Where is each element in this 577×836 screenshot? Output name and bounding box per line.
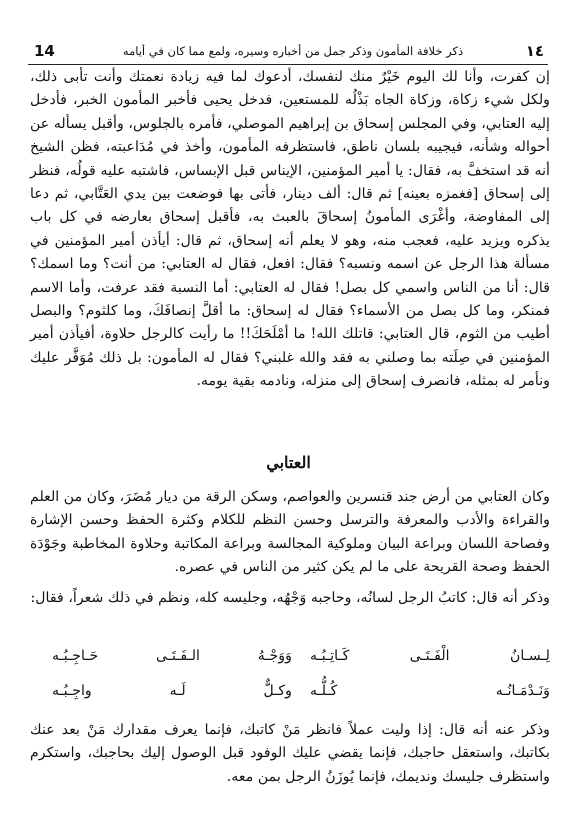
paragraph-story: إن كفرت، وأنا لك اليوم خَيْرٌ منك لنفسك، أدعوك لما فيه زيادة نعمتك وأنت تأبى ذلك، ولكل شيء زكاة، وزكاة الجاه بَذْلُه للمستعين، فدخل يحيى فأخبر المأمون الخبر، فأدخل إليه العتابي، وفي المجلس إسحاق بن إبراهيم الموصلي، فأمره بالجلوس، وأقبل يسأله عن أحواله وشأنه، فيجيبه بلسان ناطق، فاستظرفه المأمون، وأخذ في مُدَاعبته، فظن الشيخ أنه قد استخفَّ به، فقال: يا أمير المؤمنين، الإيناس قبل الإبساس، فاشتبه عليه قولُه، فنظر إلى إسحاق [فغمزه بعينه] ثم قال: ألف دينار، فأتى بها فوضعت بين يدي العَتَّابي، ثم دعا إلى المفاوضة، وأغْرَى المأمونُ إسحاقَ بالعبث به، فأقبل إسحاق بعارضه في كل باب يذكره ويزيد عليه، فعجب منه، وهو لا يعلم أنه إسحاق، ثم قال: أيأذن أمير المؤمنين في مسألة هذا الرجل عن اسمه ونسبه؟ فقال: افعل، فقال له العتابي: من أنت؟ وما اسمك؟ قال: أنا من الناس واسمي كل بصل! فقال له العتابي: أما النسبة فقد عرفت، وأما الاسم فمنكر، وما كل بصل من الأسماء؟ فقال له إسحاق: ما أقلَّ إنصافَكَ، وما كلثوم؟ والبصل أطيب من الثوم، قال العتابي: قاتلك الله! ما أمْلَحَكَ!! ما رأيت كالرجل حلاوة، أفيأذن أمير المؤمنين في صِلَته بما وصلني به فقد والله غلبني؟ فقال له المأمون: بل ذلك مُوَفَّر عليك ونأمر له بمثله، فانصرف إسحاق إلى منزله، ونادمه بقية يومه. [30,69,550,390]
paragraph-saying: وذكر أنه قال: كاتبُ الرجل لسانُه، وحاجبه وَجْهُه، وجليسه كله، ونظم في ذلك شعراً، فقال: [30,590,550,606]
poem-verse [30,683,550,709]
page-number-latin: 14 [34,42,55,60]
verse-first-hemistich: لِـسـانُ الْفَـتَـى كَـاتِـبُـه [310,648,550,664]
running-title: ذكر خلافة المأمون وذكر جمل من أخباره وسيره، ولمع مما كان في أيامه [122,44,464,58]
section-title: العتابي [266,453,311,472]
page-number-arabic: ١٤ [525,42,544,60]
paragraph-advice: وذكر عنه أنه قال: إذا وليت عملاً فانظر مَنْ كاتبك، فإنما يعرف مقدارك مَنْ بعد عنك بكاتبك، واستعقل حاجبك، فإنما يقضي عليك الوفود قبل الوصول إليك بحاجبك، واستكرم واستظرف جليسك ونديمك، فإنما يُوزَنُ الرجل بمن معه. [30,722,550,785]
page-header [28,42,548,65]
verse-second-hemistich: وَوَجْـهُ الـفَـتَـى حَـاجِـبُـه [52,648,292,664]
poem-verse [30,648,550,674]
verse-first-hemistich: وَنَـدْمَـانُـه كُـلُّـه [310,683,550,699]
paragraph-biography: وكان العتابي من أرض جند قنسرين والعواصم، وسكن الرقة من ديار مُضَرَ، وكان من العلم والقراءة والأدب والمعرفة والترسل وحسن النظم للكلام وكثرة الحفظ وحسن الإشارة وفصاحة اللسان وبراعة البيان وملوكية المجالسة وبراعة المكاتبة وحلاوة المخاطبة وجَوْدَة الحفظ وصحة القريحة على ما لم يكن كثير من الناس في عصره. [30,489,550,576]
verse-second-hemistich: وكـلٌّ لَـه واجِـبُـه [52,683,292,699]
